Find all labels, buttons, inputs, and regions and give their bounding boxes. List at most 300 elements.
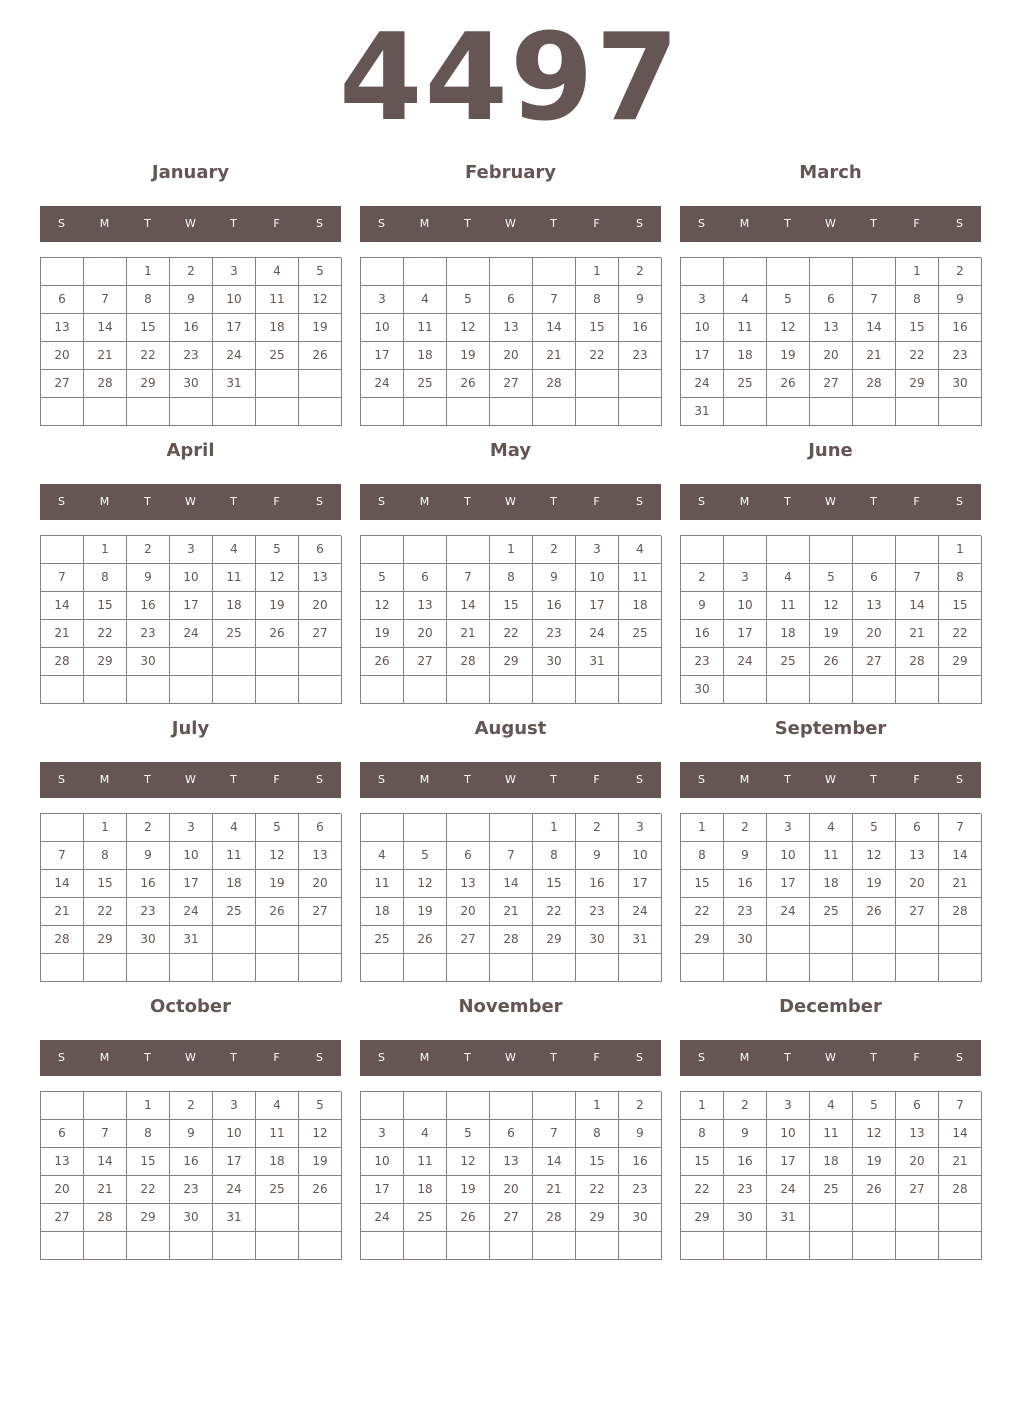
day-cell: 18 — [724, 342, 767, 370]
day-cell: 23 — [724, 1176, 767, 1204]
empty-cell — [256, 398, 299, 426]
empty-cell — [84, 398, 127, 426]
day-cell: 31 — [767, 1204, 810, 1232]
day-grid — [360, 257, 661, 426]
empty-cell — [619, 954, 662, 982]
empty-cell — [576, 954, 619, 982]
empty-cell — [404, 398, 447, 426]
empty-cell — [939, 1204, 982, 1232]
empty-cell — [853, 926, 896, 954]
day-cell: 7 — [447, 564, 490, 592]
day-cell: 29 — [84, 648, 127, 676]
empty-cell — [853, 398, 896, 426]
weekday-label: T — [784, 1051, 791, 1064]
day-cell: 11 — [256, 1120, 299, 1148]
day-cell: 7 — [533, 286, 576, 314]
day-cell: 5 — [853, 1092, 896, 1120]
day-cell: 26 — [447, 1204, 490, 1232]
day-cell: 29 — [939, 648, 982, 676]
day-cell: 14 — [447, 592, 490, 620]
month-name: January — [151, 162, 230, 183]
day-cell: 25 — [810, 1176, 853, 1204]
day-cell: 16 — [681, 620, 724, 648]
weekday-label: S — [378, 773, 385, 786]
day-cell: 8 — [576, 1120, 619, 1148]
day-cell: 12 — [299, 286, 342, 314]
empty-cell — [896, 954, 939, 982]
day-cell: 28 — [939, 1176, 982, 1204]
empty-cell — [810, 926, 853, 954]
weekday-label: S — [698, 773, 705, 786]
weekday-label: F — [593, 217, 600, 230]
empty-cell — [170, 398, 213, 426]
day-cell: 26 — [853, 898, 896, 926]
day-cell: 25 — [404, 370, 447, 398]
empty-cell — [724, 398, 767, 426]
weekday-label: F — [913, 1051, 920, 1064]
empty-cell — [767, 398, 810, 426]
empty-cell — [619, 648, 662, 676]
day-cell: 10 — [576, 564, 619, 592]
month-name: February — [464, 162, 557, 183]
weekday-header — [360, 206, 661, 242]
weekday-label: W — [185, 495, 196, 508]
day-cell: 2 — [170, 258, 213, 286]
empty-cell — [724, 1232, 767, 1260]
empty-cell — [533, 954, 576, 982]
day-cell: 4 — [767, 564, 810, 592]
day-cell: 16 — [619, 314, 662, 342]
day-cell: 13 — [810, 314, 853, 342]
weekday-label: T — [784, 217, 791, 230]
day-cell: 15 — [84, 592, 127, 620]
empty-cell — [256, 926, 299, 954]
day-cell: 18 — [361, 898, 404, 926]
day-cell: 29 — [84, 926, 127, 954]
weekday-header — [680, 206, 981, 242]
empty-cell — [447, 398, 490, 426]
empty-cell — [170, 676, 213, 704]
day-cell: 19 — [853, 1148, 896, 1176]
empty-cell — [213, 926, 256, 954]
day-cell: 13 — [41, 314, 84, 342]
day-cell: 6 — [41, 1120, 84, 1148]
day-cell: 24 — [767, 1176, 810, 1204]
weekday-label: F — [913, 495, 920, 508]
empty-cell — [84, 258, 127, 286]
weekday-label: W — [505, 773, 516, 786]
day-cell: 19 — [361, 620, 404, 648]
day-cell: 16 — [170, 1148, 213, 1176]
day-cell: 26 — [361, 648, 404, 676]
day-cell: 2 — [939, 258, 982, 286]
day-cell: 1 — [127, 1092, 170, 1120]
day-cell: 31 — [170, 926, 213, 954]
day-cell: 10 — [170, 842, 213, 870]
day-cell: 14 — [533, 1148, 576, 1176]
empty-cell — [724, 536, 767, 564]
day-cell: 17 — [724, 620, 767, 648]
empty-cell — [810, 676, 853, 704]
empty-cell — [299, 648, 342, 676]
empty-cell — [533, 1232, 576, 1260]
day-cell: 20 — [447, 898, 490, 926]
empty-cell — [361, 676, 404, 704]
day-cell: 8 — [127, 286, 170, 314]
day-cell: 14 — [490, 870, 533, 898]
day-cell: 12 — [404, 870, 447, 898]
day-cell: 18 — [810, 870, 853, 898]
weekday-label: F — [593, 773, 600, 786]
day-cell: 28 — [533, 1204, 576, 1232]
empty-cell — [896, 926, 939, 954]
weekday-label: T — [784, 495, 791, 508]
empty-cell — [447, 676, 490, 704]
day-cell: 18 — [256, 314, 299, 342]
day-cell: 4 — [361, 842, 404, 870]
empty-cell — [810, 1232, 853, 1260]
weekday-label: M — [419, 495, 430, 508]
day-cell: 30 — [533, 648, 576, 676]
empty-cell — [896, 536, 939, 564]
day-cell: 16 — [619, 1148, 662, 1176]
day-cell: 3 — [576, 536, 619, 564]
weekday-label: M — [739, 217, 750, 230]
day-cell: 25 — [619, 620, 662, 648]
empty-cell — [490, 1232, 533, 1260]
day-cell: 27 — [447, 926, 490, 954]
day-cell: 18 — [213, 870, 256, 898]
day-cell: 20 — [896, 870, 939, 898]
day-cell: 22 — [84, 898, 127, 926]
day-cell: 27 — [41, 1204, 84, 1232]
day-cell: 18 — [404, 342, 447, 370]
day-cell: 28 — [84, 370, 127, 398]
day-cell: 10 — [361, 314, 404, 342]
weekday-label: W — [185, 773, 196, 786]
day-cell: 14 — [939, 1120, 982, 1148]
day-cell: 13 — [853, 592, 896, 620]
day-cell: 15 — [127, 314, 170, 342]
day-cell: 14 — [853, 314, 896, 342]
year-title: 4497 — [339, 9, 681, 148]
day-cell: 22 — [576, 342, 619, 370]
empty-cell — [681, 954, 724, 982]
weekday-label: M — [99, 1051, 110, 1064]
day-cell: 7 — [896, 564, 939, 592]
weekday-label: S — [698, 1051, 705, 1064]
day-cell: 27 — [404, 648, 447, 676]
day-cell: 12 — [447, 314, 490, 342]
empty-cell — [853, 258, 896, 286]
day-cell: 15 — [896, 314, 939, 342]
day-cell: 12 — [256, 842, 299, 870]
day-cell: 14 — [896, 592, 939, 620]
day-cell: 1 — [84, 814, 127, 842]
day-cell: 1 — [896, 258, 939, 286]
weekday-label: S — [636, 217, 643, 230]
day-cell: 31 — [619, 926, 662, 954]
weekday-header — [40, 1040, 341, 1076]
day-cell: 1 — [533, 814, 576, 842]
day-cell: 20 — [404, 620, 447, 648]
day-cell: 25 — [404, 1204, 447, 1232]
day-cell: 15 — [681, 1148, 724, 1176]
empty-cell — [41, 814, 84, 842]
weekday-label: S — [378, 495, 385, 508]
weekday-label: S — [956, 1051, 963, 1064]
empty-cell — [681, 258, 724, 286]
day-cell: 10 — [681, 314, 724, 342]
day-cell: 13 — [404, 592, 447, 620]
empty-cell — [84, 676, 127, 704]
weekday-label: T — [870, 1051, 877, 1064]
weekday-header — [40, 206, 341, 242]
empty-cell — [84, 954, 127, 982]
day-cell: 26 — [256, 898, 299, 926]
day-cell: 3 — [681, 286, 724, 314]
day-cell: 6 — [299, 536, 342, 564]
weekday-label: S — [636, 495, 643, 508]
day-cell: 3 — [619, 814, 662, 842]
day-cell: 18 — [767, 620, 810, 648]
day-cell: 8 — [127, 1120, 170, 1148]
day-cell: 24 — [724, 648, 767, 676]
day-cell: 30 — [127, 926, 170, 954]
day-cell: 25 — [213, 898, 256, 926]
weekday-header — [360, 484, 661, 520]
day-cell: 8 — [939, 564, 982, 592]
empty-cell — [404, 954, 447, 982]
day-cell: 14 — [41, 592, 84, 620]
empty-cell — [576, 676, 619, 704]
day-cell: 10 — [213, 1120, 256, 1148]
day-cell: 2 — [127, 814, 170, 842]
day-cell: 29 — [490, 648, 533, 676]
day-cell: 21 — [84, 1176, 127, 1204]
day-cell: 14 — [84, 1148, 127, 1176]
day-cell: 30 — [127, 648, 170, 676]
day-cell: 8 — [533, 842, 576, 870]
empty-cell — [361, 1232, 404, 1260]
day-cell: 31 — [213, 1204, 256, 1232]
weekday-label: F — [273, 495, 280, 508]
empty-cell — [361, 258, 404, 286]
day-cell: 6 — [490, 286, 533, 314]
day-cell: 26 — [404, 926, 447, 954]
day-cell: 11 — [256, 286, 299, 314]
weekday-header — [360, 762, 661, 798]
day-cell: 22 — [127, 1176, 170, 1204]
day-cell: 13 — [41, 1148, 84, 1176]
empty-cell — [724, 258, 767, 286]
empty-cell — [810, 258, 853, 286]
day-cell: 14 — [84, 314, 127, 342]
weekday-label: S — [58, 217, 65, 230]
day-cell: 3 — [767, 814, 810, 842]
day-cell: 24 — [170, 620, 213, 648]
weekday-label: M — [739, 495, 750, 508]
day-cell: 18 — [213, 592, 256, 620]
empty-cell — [681, 1232, 724, 1260]
weekday-label: F — [273, 773, 280, 786]
day-cell: 6 — [810, 286, 853, 314]
weekday-header — [680, 762, 981, 798]
empty-cell — [939, 926, 982, 954]
day-cell: 3 — [170, 536, 213, 564]
weekday-label: T — [144, 773, 151, 786]
month-name: November — [458, 996, 563, 1017]
empty-cell — [404, 676, 447, 704]
weekday-label: M — [739, 773, 750, 786]
empty-cell — [767, 954, 810, 982]
day-cell: 7 — [84, 1120, 127, 1148]
empty-cell — [361, 1092, 404, 1120]
day-cell: 12 — [853, 842, 896, 870]
empty-cell — [127, 398, 170, 426]
weekday-label: S — [316, 773, 323, 786]
empty-cell — [213, 954, 256, 982]
day-cell: 6 — [490, 1120, 533, 1148]
day-cell: 17 — [213, 314, 256, 342]
day-grid — [360, 1091, 661, 1260]
day-cell: 22 — [533, 898, 576, 926]
empty-cell — [576, 398, 619, 426]
day-cell: 21 — [939, 1148, 982, 1176]
weekday-label: W — [825, 773, 836, 786]
day-cell: 5 — [361, 564, 404, 592]
day-cell: 21 — [939, 870, 982, 898]
weekday-label: M — [419, 217, 430, 230]
weekday-label: T — [230, 217, 237, 230]
weekday-label: T — [784, 773, 791, 786]
day-cell: 24 — [213, 342, 256, 370]
day-cell: 23 — [939, 342, 982, 370]
day-cell: 23 — [127, 898, 170, 926]
day-cell: 21 — [41, 620, 84, 648]
empty-cell — [619, 676, 662, 704]
day-cell: 9 — [170, 286, 213, 314]
weekday-label: S — [58, 495, 65, 508]
day-cell: 1 — [490, 536, 533, 564]
empty-cell — [490, 676, 533, 704]
empty-cell — [533, 676, 576, 704]
day-cell: 25 — [724, 370, 767, 398]
day-cell: 11 — [213, 842, 256, 870]
day-cell: 11 — [361, 870, 404, 898]
weekday-label: S — [378, 1051, 385, 1064]
empty-cell — [490, 954, 533, 982]
weekday-label: W — [505, 495, 516, 508]
weekday-label: T — [464, 773, 471, 786]
empty-cell — [41, 536, 84, 564]
day-cell: 19 — [404, 898, 447, 926]
day-cell: 28 — [41, 648, 84, 676]
day-cell: 17 — [767, 870, 810, 898]
day-cell: 3 — [361, 286, 404, 314]
month-name: December — [779, 996, 882, 1017]
day-cell: 1 — [681, 1092, 724, 1120]
weekday-label: M — [99, 773, 110, 786]
empty-cell — [299, 926, 342, 954]
day-cell: 22 — [127, 342, 170, 370]
weekday-label: S — [316, 495, 323, 508]
day-cell: 17 — [619, 870, 662, 898]
day-cell: 16 — [533, 592, 576, 620]
day-cell: 7 — [84, 286, 127, 314]
day-cell: 5 — [404, 842, 447, 870]
day-cell: 24 — [361, 1204, 404, 1232]
empty-cell — [896, 398, 939, 426]
empty-cell — [41, 954, 84, 982]
empty-cell — [41, 258, 84, 286]
day-cell: 8 — [681, 1120, 724, 1148]
day-cell: 28 — [84, 1204, 127, 1232]
day-cell: 9 — [576, 842, 619, 870]
day-cell: 8 — [490, 564, 533, 592]
day-cell: 26 — [299, 1176, 342, 1204]
day-cell: 1 — [576, 1092, 619, 1120]
weekday-label: S — [956, 773, 963, 786]
day-cell: 1 — [127, 258, 170, 286]
weekday-label: S — [316, 217, 323, 230]
empty-cell — [681, 536, 724, 564]
empty-cell — [127, 676, 170, 704]
day-cell: 29 — [127, 1204, 170, 1232]
empty-cell — [939, 954, 982, 982]
day-cell: 14 — [41, 870, 84, 898]
day-cell: 17 — [767, 1148, 810, 1176]
day-cell: 19 — [447, 1176, 490, 1204]
empty-cell — [896, 1204, 939, 1232]
month-name: July — [171, 718, 210, 739]
day-grid — [360, 813, 661, 982]
day-cell: 25 — [213, 620, 256, 648]
weekday-label: T — [230, 1051, 237, 1064]
weekday-label: M — [99, 495, 110, 508]
day-cell: 2 — [619, 1092, 662, 1120]
day-cell: 2 — [576, 814, 619, 842]
weekday-label: W — [825, 495, 836, 508]
day-cell: 23 — [619, 342, 662, 370]
day-cell: 17 — [170, 870, 213, 898]
day-cell: 21 — [896, 620, 939, 648]
empty-cell — [361, 814, 404, 842]
day-cell: 21 — [853, 342, 896, 370]
day-cell: 30 — [724, 926, 767, 954]
weekday-label: M — [99, 217, 110, 230]
day-cell: 19 — [299, 314, 342, 342]
day-cell: 27 — [299, 620, 342, 648]
day-cell: 16 — [576, 870, 619, 898]
empty-cell — [447, 1092, 490, 1120]
day-cell: 15 — [490, 592, 533, 620]
day-cell: 19 — [810, 620, 853, 648]
day-cell: 11 — [404, 1148, 447, 1176]
day-cell: 9 — [724, 1120, 767, 1148]
empty-cell — [853, 676, 896, 704]
day-cell: 15 — [84, 870, 127, 898]
empty-cell — [533, 1092, 576, 1120]
weekday-label: M — [739, 1051, 750, 1064]
day-cell: 20 — [810, 342, 853, 370]
month-name: August — [474, 718, 547, 739]
empty-cell — [404, 258, 447, 286]
empty-cell — [404, 814, 447, 842]
empty-cell — [724, 676, 767, 704]
day-grid — [360, 535, 661, 704]
day-cell: 13 — [447, 870, 490, 898]
